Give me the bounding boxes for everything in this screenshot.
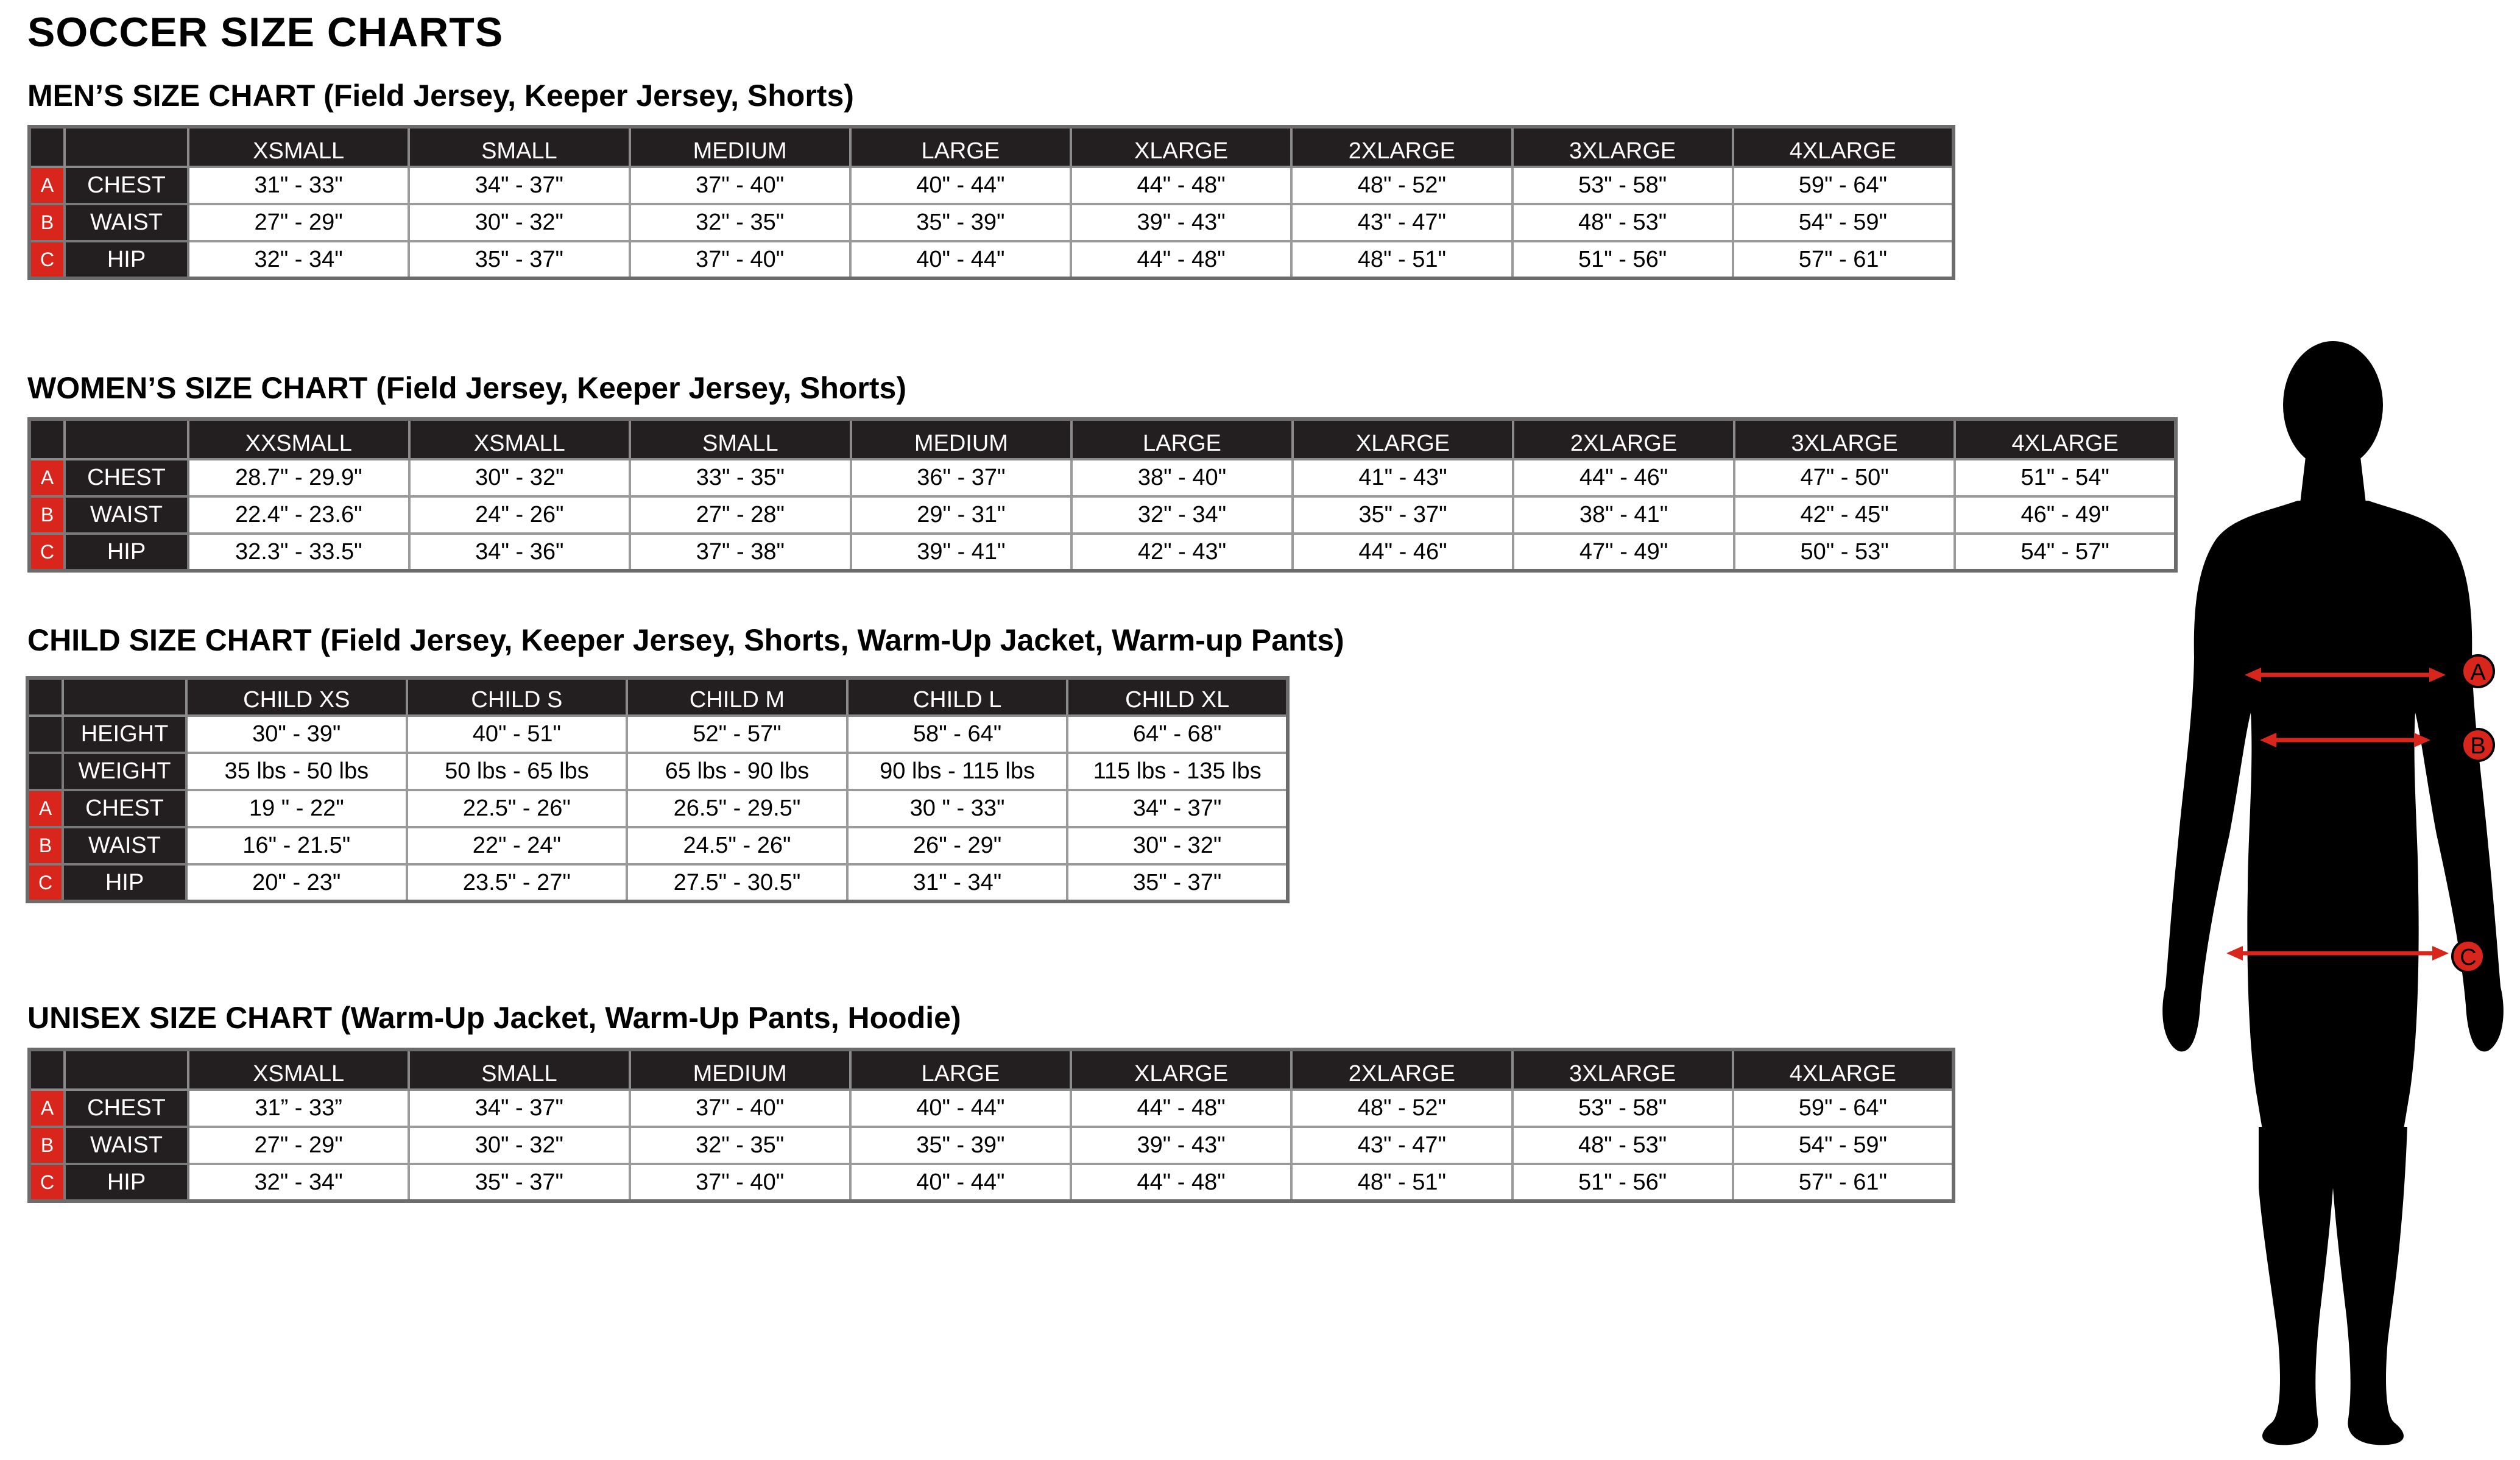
marker-b	[2462, 729, 2494, 761]
size-column-header: CHILD L	[847, 678, 1068, 716]
size-column-header: MEDIUM	[851, 419, 1072, 459]
womens-size-table	[27, 417, 2178, 573]
size-value-cell: 46" - 49"	[1955, 496, 2176, 534]
child-chart-title: CHILD SIZE CHART (Field Jersey, Keeper Jersey, Shorts, Warm-Up Jacket, Warm-up Pants)	[27, 623, 1344, 657]
size-value-cell: 31" - 33"	[188, 167, 409, 204]
svg-text:B: B	[2470, 733, 2486, 759]
size-value-cell: 27" - 29"	[188, 1127, 409, 1164]
size-value-cell: 65 lbs - 90 lbs	[627, 753, 847, 790]
header-corner	[29, 127, 65, 167]
size-column-header: CHILD XL	[1067, 678, 1288, 716]
size-value-cell: 44" - 46"	[1293, 534, 1514, 571]
size-value-cell: 58" - 64"	[847, 716, 1068, 753]
table-row	[29, 167, 1954, 204]
measurement-label: CHEST	[65, 167, 188, 204]
size-value-cell: 34" - 37"	[409, 167, 629, 204]
size-value-cell: 44" - 48"	[1071, 1090, 1291, 1127]
measurement-label: WAIST	[65, 1127, 188, 1164]
size-value-cell: 22.4" - 23.6"	[188, 496, 409, 534]
size-value-cell: 53" - 58"	[1512, 167, 1733, 204]
size-value-cell: 24" - 26"	[409, 496, 630, 534]
size-column-header: SMALL	[409, 127, 629, 167]
size-value-cell: 42" - 45"	[1734, 496, 1955, 534]
size-value-cell: 90 lbs - 115 lbs	[847, 753, 1068, 790]
svg-text:C: C	[2460, 945, 2477, 970]
size-value-cell: 39" - 43"	[1071, 204, 1291, 241]
body-measurement-figure	[2156, 341, 2520, 1457]
table-row	[29, 459, 2176, 496]
size-value-cell: 48" - 51"	[1291, 241, 1512, 278]
table-row	[27, 716, 1288, 753]
size-value-cell: 39" - 43"	[1071, 1127, 1291, 1164]
size-value-cell: 27.5" - 30.5"	[627, 864, 847, 901]
size-value-cell: 44" - 48"	[1071, 241, 1291, 278]
measurement-letter: C	[27, 864, 63, 901]
table-row	[27, 827, 1288, 864]
measurement-letter: B	[29, 204, 65, 241]
size-value-cell: 48" - 53"	[1512, 204, 1733, 241]
size-value-cell: 50" - 53"	[1734, 534, 1955, 571]
measurement-label: WAIST	[65, 204, 188, 241]
size-value-cell: 22" - 24"	[407, 827, 627, 864]
size-value-cell: 37" - 40"	[630, 1090, 850, 1127]
size-value-cell: 19 " - 22"	[186, 790, 407, 827]
size-value-cell: 16" - 21.5"	[186, 827, 407, 864]
size-value-cell: 34" - 37"	[1067, 790, 1288, 827]
size-value-cell: 57" - 61"	[1733, 1164, 1954, 1201]
size-value-cell: 32" - 34"	[188, 1164, 409, 1201]
size-column-header: LARGE	[850, 1049, 1071, 1090]
measurement-label: HIP	[65, 534, 188, 571]
header-corner	[65, 1049, 188, 1090]
size-value-cell: 36" - 37"	[851, 459, 1072, 496]
size-column-header: MEDIUM	[630, 1049, 850, 1090]
size-value-cell: 41" - 43"	[1293, 459, 1514, 496]
size-value-cell: 22.5" - 26"	[407, 790, 627, 827]
size-value-cell: 32" - 34"	[188, 241, 409, 278]
size-column-header: XLARGE	[1293, 419, 1514, 459]
header-corner	[29, 1049, 65, 1090]
size-value-cell: 29" - 31"	[851, 496, 1072, 534]
size-value-cell: 31" - 34"	[847, 864, 1068, 901]
measurement-letter: B	[27, 827, 63, 864]
measurement-label: HEIGHT	[63, 716, 186, 753]
size-column-header: LARGE	[1071, 419, 1293, 459]
measurement-label: CHEST	[65, 1090, 188, 1127]
size-column-header: XSMALL	[188, 1049, 409, 1090]
size-value-cell: 26" - 29"	[847, 827, 1068, 864]
size-value-cell: 115 lbs - 135 lbs	[1067, 753, 1288, 790]
size-column-header: 2XLARGE	[1291, 1049, 1512, 1090]
table-row	[29, 241, 1954, 278]
header-corner	[29, 419, 65, 459]
size-column-header: SMALL	[630, 419, 851, 459]
size-value-cell: 47" - 50"	[1734, 459, 1955, 496]
size-column-header: 4XLARGE	[1955, 419, 2176, 459]
size-value-cell: 32" - 35"	[630, 204, 850, 241]
size-value-cell: 28.7" - 29.9"	[188, 459, 409, 496]
table-row	[29, 1164, 1954, 1201]
size-value-cell: 51" - 56"	[1512, 1164, 1733, 1201]
size-value-cell: 23.5" - 27"	[407, 864, 627, 901]
size-column-header: XSMALL	[188, 127, 409, 167]
size-value-cell: 51" - 54"	[1955, 459, 2176, 496]
measurement-letter: A	[29, 459, 65, 496]
size-value-cell: 32" - 35"	[630, 1127, 850, 1164]
size-value-cell: 44" - 46"	[1513, 459, 1734, 496]
size-value-cell: 40" - 44"	[850, 1090, 1071, 1127]
size-value-cell: 37" - 38"	[630, 534, 851, 571]
size-value-cell: 57" - 61"	[1733, 241, 1954, 278]
size-column-header: CHILD XS	[186, 678, 407, 716]
size-value-cell: 59" - 64"	[1733, 167, 1954, 204]
size-column-header: 3XLARGE	[1512, 127, 1733, 167]
measurement-label: WEIGHT	[63, 753, 186, 790]
size-column-header: 4XLARGE	[1733, 127, 1954, 167]
page-title: SOCCER SIZE CHARTS	[27, 9, 504, 55]
measurement-letter: A	[29, 1090, 65, 1127]
size-column-header: 4XLARGE	[1733, 1049, 1954, 1090]
measurement-letter	[27, 716, 63, 753]
table-row	[29, 1127, 1954, 1164]
human-silhouette-icon	[2156, 341, 2520, 1457]
size-value-cell: 35" - 37"	[1067, 864, 1288, 901]
size-value-cell: 35" - 37"	[409, 241, 629, 278]
size-value-cell: 50 lbs - 65 lbs	[407, 753, 627, 790]
size-value-cell: 48" - 52"	[1291, 1090, 1512, 1127]
size-value-cell: 35" - 39"	[850, 1127, 1071, 1164]
table-row	[29, 1090, 1954, 1127]
size-column-header: CHILD S	[407, 678, 627, 716]
size-value-cell: 64" - 68"	[1067, 716, 1288, 753]
header-corner	[65, 419, 188, 459]
measurement-label: WAIST	[65, 496, 188, 534]
mens-chart-title: MEN’S SIZE CHART (Field Jersey, Keeper Jersey, Shorts)	[27, 79, 854, 113]
size-value-cell: 37" - 40"	[630, 241, 850, 278]
womens-chart-title: WOMEN’S SIZE CHART (Field Jersey, Keeper Jersey, Shorts)	[27, 371, 906, 405]
size-value-cell: 48" - 53"	[1512, 1127, 1733, 1164]
size-value-cell: 59" - 64"	[1733, 1090, 1954, 1127]
size-column-header: XXSMALL	[188, 419, 409, 459]
size-column-header: LARGE	[850, 127, 1071, 167]
table-row	[27, 864, 1288, 901]
size-column-header: 3XLARGE	[1512, 1049, 1733, 1090]
size-value-cell: 43" - 47"	[1291, 204, 1512, 241]
size-value-cell: 54" - 59"	[1733, 204, 1954, 241]
size-value-cell: 33" - 35"	[630, 459, 851, 496]
measurement-label: CHEST	[65, 459, 188, 496]
table-row	[27, 790, 1288, 827]
size-value-cell: 30 " - 33"	[847, 790, 1068, 827]
size-value-cell: 48" - 52"	[1291, 167, 1512, 204]
size-value-cell: 40" - 44"	[850, 1164, 1071, 1201]
measurement-letter: A	[27, 790, 63, 827]
measurement-label: HIP	[65, 241, 188, 278]
size-column-header: CHILD M	[627, 678, 847, 716]
size-value-cell: 54" - 59"	[1733, 1127, 1954, 1164]
size-value-cell: 35" - 39"	[850, 204, 1071, 241]
size-value-cell: 26.5" - 29.5"	[627, 790, 847, 827]
size-value-cell: 35" - 37"	[409, 1164, 629, 1201]
size-value-cell: 40" - 51"	[407, 716, 627, 753]
size-value-cell: 53" - 58"	[1512, 1090, 1733, 1127]
measurement-label: CHEST	[63, 790, 186, 827]
size-value-cell: 24.5" - 26"	[627, 827, 847, 864]
table-row	[29, 534, 2176, 571]
size-column-header: XSMALL	[409, 419, 630, 459]
measurement-letter: B	[29, 496, 65, 534]
size-value-cell: 42" - 43"	[1071, 534, 1293, 571]
table-row	[29, 496, 2176, 534]
size-value-cell: 39" - 41"	[851, 534, 1072, 571]
size-column-header: SMALL	[409, 1049, 629, 1090]
size-value-cell: 47" - 49"	[1513, 534, 1734, 571]
marker-c	[2452, 940, 2484, 972]
size-value-cell: 32" - 34"	[1071, 496, 1293, 534]
measurement-letter: C	[29, 241, 65, 278]
mens-size-table	[27, 125, 1955, 280]
measurement-label: HIP	[65, 1164, 188, 1201]
size-value-cell: 40" - 44"	[850, 167, 1071, 204]
measurement-letter	[27, 753, 63, 790]
header-corner	[63, 678, 186, 716]
size-column-header: XLARGE	[1071, 1049, 1291, 1090]
measurement-letter: C	[29, 1164, 65, 1201]
header-corner	[65, 127, 188, 167]
size-value-cell: 44" - 48"	[1071, 167, 1291, 204]
size-value-cell: 48" - 51"	[1291, 1164, 1512, 1201]
header-corner	[27, 678, 63, 716]
size-value-cell: 54" - 57"	[1955, 534, 2176, 571]
measurement-label: WAIST	[63, 827, 186, 864]
size-value-cell: 30" - 32"	[409, 204, 629, 241]
size-column-header: MEDIUM	[630, 127, 850, 167]
measurement-letter: B	[29, 1127, 65, 1164]
size-value-cell: 32.3" - 33.5"	[188, 534, 409, 571]
size-value-cell: 40" - 44"	[850, 241, 1071, 278]
size-value-cell: 20" - 23"	[186, 864, 407, 901]
marker-a	[2462, 655, 2494, 687]
size-column-header: XLARGE	[1071, 127, 1291, 167]
size-column-header: 3XLARGE	[1734, 419, 1955, 459]
measurement-label: HIP	[63, 864, 186, 901]
size-value-cell: 52" - 57"	[627, 716, 847, 753]
size-value-cell: 30" - 39"	[186, 716, 407, 753]
svg-text:A: A	[2470, 660, 2486, 685]
size-value-cell: 30" - 32"	[409, 459, 630, 496]
unisex-chart-title: UNISEX SIZE CHART (Warm-Up Jacket, Warm-Up Pants, Hoodie)	[27, 1001, 961, 1035]
size-value-cell: 38" - 41"	[1513, 496, 1734, 534]
size-value-cell: 37" - 40"	[630, 1164, 850, 1201]
size-value-cell: 38" - 40"	[1071, 459, 1293, 496]
size-value-cell: 34" - 37"	[409, 1090, 629, 1127]
size-value-cell: 51" - 56"	[1512, 241, 1733, 278]
measurement-letter: A	[29, 167, 65, 204]
size-value-cell: 30" - 32"	[1067, 827, 1288, 864]
table-row	[29, 204, 1954, 241]
size-value-cell: 34" - 36"	[409, 534, 630, 571]
measurement-letter: C	[29, 534, 65, 571]
table-row	[27, 753, 1288, 790]
size-column-header: 2XLARGE	[1291, 127, 1512, 167]
unisex-size-table	[27, 1048, 1955, 1203]
size-value-cell: 27" - 29"	[188, 204, 409, 241]
size-value-cell: 27" - 28"	[630, 496, 851, 534]
size-value-cell: 30" - 32"	[409, 1127, 629, 1164]
size-value-cell: 43" - 47"	[1291, 1127, 1512, 1164]
size-value-cell: 37" - 40"	[630, 167, 850, 204]
child-size-table	[26, 676, 1290, 903]
size-value-cell: 35 lbs - 50 lbs	[186, 753, 407, 790]
size-value-cell: 35" - 37"	[1293, 496, 1514, 534]
size-value-cell: 31” - 33”	[188, 1090, 409, 1127]
size-value-cell: 44" - 48"	[1071, 1164, 1291, 1201]
size-column-header: 2XLARGE	[1513, 419, 1734, 459]
